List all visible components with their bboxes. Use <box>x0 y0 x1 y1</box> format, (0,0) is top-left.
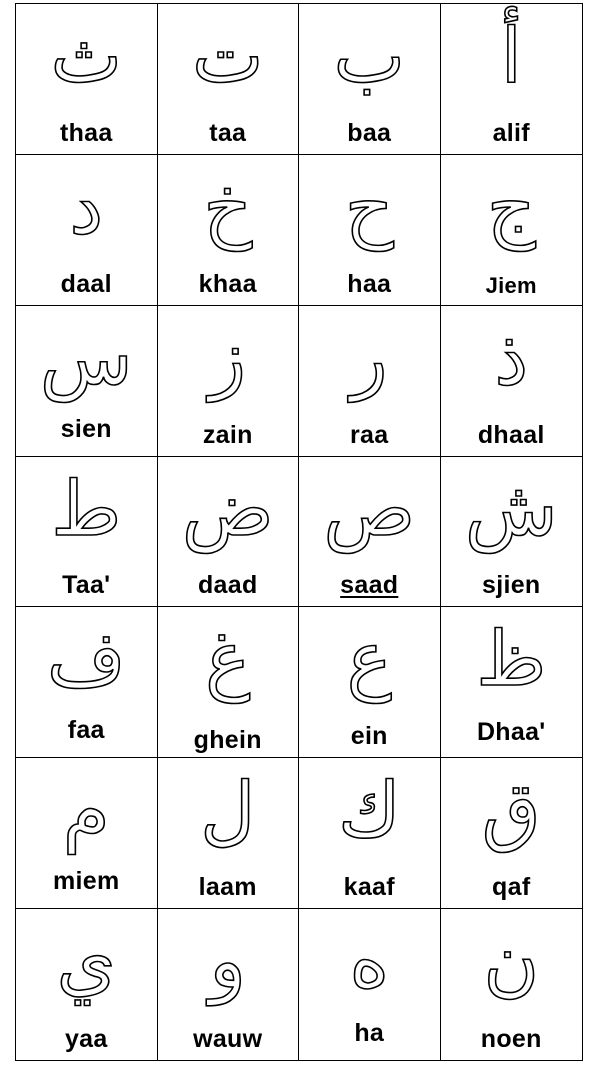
letter-name: saad <box>340 571 399 600</box>
letter-name: miem <box>52 867 120 896</box>
letter-name: khaa <box>198 269 257 298</box>
letter-glyph: د <box>69 161 104 251</box>
letter-glyph: ي <box>56 916 116 1006</box>
letter-glyph: أ <box>500 11 522 100</box>
letter-name: noen <box>480 1025 542 1053</box>
letter-glyph: ص <box>323 463 416 553</box>
letter-cell-raa <box>299 306 441 457</box>
letter-name: haa <box>347 269 392 298</box>
letter-name: dhaal <box>477 420 545 449</box>
letter-cell-daal <box>16 155 158 306</box>
letter-cell-saad <box>299 457 441 608</box>
letter-glyph: ح <box>344 161 394 251</box>
letter-glyph: ض <box>181 463 274 553</box>
letter-glyph: ه <box>349 916 390 1006</box>
letter-glyph: ك <box>337 765 401 855</box>
letter-glyph: ل <box>200 765 256 855</box>
letter-glyph: ز <box>209 312 247 402</box>
letter-glyph: ر <box>350 312 388 402</box>
letter-name: qaf <box>492 873 531 902</box>
letter-glyph: ذ <box>494 312 529 402</box>
letter-cell-khaa <box>158 155 300 306</box>
letter-name: Jiem <box>485 272 537 298</box>
letter-name: thaa <box>59 118 113 147</box>
letter-cell-laam <box>158 758 300 909</box>
letter-cell-taa <box>158 4 300 155</box>
letter-cell-jiem <box>441 155 583 306</box>
letter-cell-ha <box>299 909 441 1060</box>
letter-glyph: ط <box>51 463 122 553</box>
letter-name: baa <box>347 118 392 147</box>
letter-glyph: ش <box>464 463 558 553</box>
letter-name: daal <box>60 269 112 298</box>
letter-cell-ghein <box>158 607 300 758</box>
letter-name: yaa <box>64 1025 108 1053</box>
letter-cell-baa <box>299 4 441 155</box>
letter-cell-noen <box>441 909 583 1060</box>
letter-cell-kaaf <box>299 758 441 909</box>
letter-cell-haa <box>299 155 441 306</box>
letter-glyph: ع <box>346 614 392 704</box>
letter-glyph: ج <box>486 161 536 251</box>
letter-name: alif <box>492 118 530 147</box>
letter-glyph: ظ <box>476 614 547 704</box>
letter-name: ha <box>354 1019 385 1047</box>
letter-cell-zain <box>158 306 300 457</box>
letter-cell-daad <box>158 457 300 608</box>
letter-cell-dhaal <box>441 306 583 457</box>
letter-cell-wauw <box>158 909 300 1060</box>
letter-cell-ein <box>299 607 441 758</box>
letter-name: taa <box>209 118 247 147</box>
letter-name: faa <box>67 716 105 745</box>
letter-name: raa <box>350 420 389 449</box>
letter-cell-sjien <box>441 457 583 608</box>
letter-cell-yaa <box>16 909 158 1060</box>
letter-cell-taa-emphatic <box>16 457 158 608</box>
letter-cell-sien <box>16 306 158 457</box>
letter-glyph: ت <box>191 11 264 100</box>
letter-glyph: غ <box>205 614 251 704</box>
letter-name: sjien <box>482 571 541 600</box>
letter-glyph: ث <box>50 11 123 100</box>
letter-name: Taa' <box>62 571 111 600</box>
letter-cell-dhaa <box>441 607 583 758</box>
letter-name: ein <box>350 722 388 751</box>
letter-name: ghein <box>193 726 262 755</box>
letter-name: daad <box>197 571 258 600</box>
letter-name: Dhaa' <box>476 718 546 747</box>
letter-glyph: ب <box>333 11 406 100</box>
letter-cell-faa <box>16 607 158 758</box>
letter-cell-qaf <box>441 758 583 909</box>
letter-name: laam <box>198 873 257 902</box>
letter-glyph: ق <box>481 765 541 855</box>
alphabet-grid <box>15 3 583 1061</box>
letter-glyph: خ <box>203 161 253 251</box>
letter-glyph: س <box>39 312 133 402</box>
letter-cell-miem <box>16 758 158 909</box>
letter-name: sien <box>60 414 112 443</box>
letter-glyph: م <box>62 765 110 855</box>
letter-glyph: ن <box>483 916 540 1006</box>
letter-glyph: و <box>209 916 247 1006</box>
letter-name: wauw <box>193 1025 263 1053</box>
letter-name: kaaf <box>343 873 395 902</box>
letter-glyph: ف <box>46 614 126 704</box>
letter-cell-alif <box>441 4 583 155</box>
letter-name: zain <box>202 420 253 449</box>
letter-cell-thaa <box>16 4 158 155</box>
